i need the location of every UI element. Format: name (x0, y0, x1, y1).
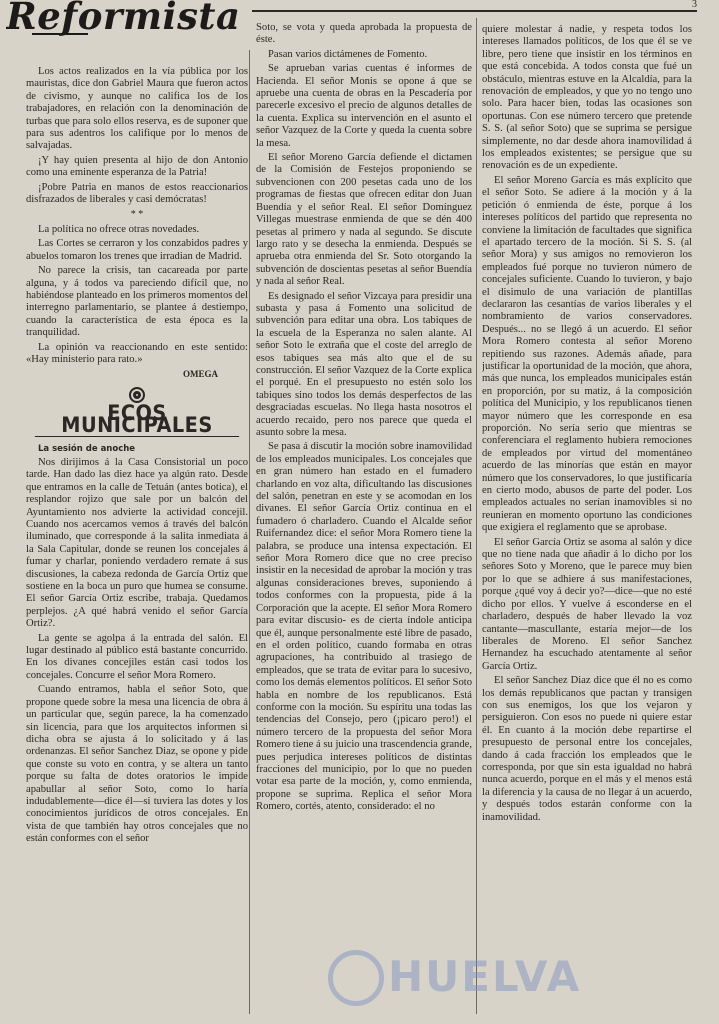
paragraph: ¡Pobre Patria en manos de estos reaccionarios disfrazados de liberales y casi demócratas! (26, 181, 248, 206)
paragraph: Cuando entramos, habla el señor Soto, que propone quede sobre la mesa una licencia de obra á un particular que, según parece, la ha comenzado sin licencia, para que los arquitectos informen si dicha obra se ajusta á lo solicitado y á las ordenanzas. El señor Sanchez Diaz, se opone y pide que conste su voto en contra, y se altera un tanto porque su falta de dotes oratorios le impide apabullar al señor Soto, como lo haría indudablemente—dice él—si tuviera las dotes y los conocimientos jurídicos de otros concejales. En vista de que también hay otros concejales que no están conformes con el señor (26, 684, 248, 845)
paragraph: Es designado el señor Vizcaya para presidir una subasta y pasa á Fomento una solicitud de subvención para editar una obra. Los tabiques de la escuela de la Esperanza no salen alante. Al señor Soto le extraña que el coste del arreglo de esos tabiques sea más alto que el de su construcción. El señor Vazquez de la Corte explica el porqué. En el presupuesto no estén solo los tabiques sino todos los demás desperfectos de las desgraciadas escuelas. No llega hasta nosotros el acuerdo recaido, pero nos parece que queda el asunto sobre la mesa. (256, 290, 472, 438)
paragraph: La opinión va reaccionando en este sentido: «Hay ministerio para rato.» (26, 341, 248, 365)
paragraph: El señor Moreno García defiende el dictamen de la Comisión de Festejos proponiendo se subvencionen con 200 pesetas cada uno de los programas de fiestas que ofrecen editar don Juan Buendía y el señor Real. El señor Domínguez Villegas muestrase enmienda de que se dén 400 pesetas al primero y nada al segundo. Se discute largo rato y se desecha la enmienda. Después se aprueba otra enmienda del Sr. Soto otorgando la subvención de doscientas pesetas al señor Buendía y nada al señor Real. (256, 152, 472, 288)
column-3 (482, 24, 692, 1024)
paragraph: Se aprueban varias cuentas é informes de Hacienda. El señor Monis se opone á que se apruebe una cuenta de obras en la Pescadería por parecerle excesivo el precio de algunos detalles de la cuenta. Explica su intervención en el asunto el señor Vazquez de la Corte y queda la cuenta sobre la mesa. (256, 63, 472, 149)
column-1 (26, 66, 248, 1024)
paragraph: Se pasa á discutir la moción sobre inamovilidad de los empleados municipales. Los concejales que en gran número han estado en el fumadero charlando en voz alta, dificultando las discusiones del salón, penetran en este y se acomodan en los divanes. El señor García Ortiz continua en el fumadero ó charladero. Cuando el Alcalde señor Ruifernandez dice: el señor Mora Romero tiene la palabra, se produce una intensa expectación. El señor Mora Romero dice que no cree preciso insistir en la necesidad de aprobar la moción y tras algunas consideraciones breves, suponiendo á todos conformes con la propuesta, pide á la Corporación que la acepte. El señor Mora Romero para evitar discusio- es de cierta índole anticipa que él, aunque personalmente esté libre de pasado, en el orden político, cuando formaba en otras agrupaciones, ha contribuido al trasiego de empleados, que se trata de evitar para lo sucesivo, como los demás elementos políticos. El señor Soto habla en nombre de los republicanos. Está conforme con la moción. Su espíritu una todas las tendencias del Consejo, pero (¡picaro pero!) el número tercero de la propuesta del señor Mora Romero tiene á su juicio una trascendencia grande, pues perjudica intereses políticos de distintas fracciones del municipio, por lo que no pueden votar esa parte de la moción, y, como enmienda, propone se suprima. Replica el señor Mora Romero, cortés, atento, considerado: el no (256, 441, 472, 813)
paragraph: El señor Sanchez Diaz dice que él no es como los demás republicanos que pactan y transigen con sus enemigos, los que los vejaron y persiguieron. Con esos no puede ni quiere estar él. En cuanto á la moción debe repartirse el presupuesto de personal entre los concejales, dando á cada fracción los empleados que le corresponda, por que sin esta igualdad no habrá nunca acuerdo, porque en el más y el menos está la diferencia y la causa de no llegar á un acuerdo, y después todos estarán conforme con la inamovilidad. (482, 675, 692, 823)
watermark-text: HUELVA (388, 952, 582, 1001)
signature: OMEGA (183, 369, 218, 380)
column-2 (256, 22, 472, 1024)
paragraph: Pasan varios dictámenes de Fomento. (268, 48, 428, 60)
paragraph: La gente se agolpa á la entrada del salón. El lugar destinado al público está bastante concurrido. En los divanes concejiles están casi todos los concejales. Concurre el señor Mora Romero. (26, 632, 248, 681)
subheading: La sesión de anoche (38, 443, 136, 454)
column-divider (249, 50, 250, 1014)
masthead (6, 0, 248, 44)
section-separator: * * (130, 209, 144, 221)
paragraph: La política no ofrece otras novedades. (38, 223, 200, 235)
masthead-ornament (32, 33, 88, 44)
section-header (26, 387, 248, 437)
paragraph: Las Cortes se cerraron y los conzabidos padres y abuelos tomaron los trenes que irradian de Madrid. (26, 238, 248, 262)
section-title: ECOS MUNICIPALES (35, 407, 239, 437)
paragraph: El señor García Ortiz se asoma al salón y dice que no tiene nada que añadir á lo dicho por los señores Soto y Moreno, que le parece muy bien por lo que se adhiere á sus manifestaciones, porque ¿qué voy á decir yo?—dice—que no esté dicho por ellos. Y vuelve á esconderse en el charladero, después de haber llevado la voz cantante—mascullante, estaría mejor—de los liberales de Moreno. El señor Sanchez Hernandez ha escuchado atentamente al señor García Ortiz. (482, 536, 692, 672)
top-rule (252, 10, 697, 12)
paragraph: El señor Moreno García es más explícito que el señor Soto. Se adiere á la moción y á la petición ó enmienda de éste, porque á los intereses políticos del partido que representa no conviene la limitación de facultades que significa el apartado tercero de la moción. Si S. S. (al señor Mora) y sus amigos no removieron los empleados fué porque no tuvieron número de concejales suficiente. Cuando lo tuvieron, y bajo el disimulo de una variación de plantillas declararon las cesantías de varios liberales y el nombramiento de varios conservadores. Después... no se llegó á un acuerdo. El señor Mora Romero contesta al señor Moreno repitiendo sus razones. Además añade, para justificar la oportunidad de la moción, que ahora, más que nunca, los empleados municipales están en proporción, por su matiz, á la composición política del Municipio, y los republicanos tienen mayor número que les corresponde en esa proporción. No sería serio que mientras se conferenciara el reglamento hubiera remociones de empleados por virtud del momentáneo acuerdo de las minorías que están en mayor número que los conservadores, lo que justificaría en cierto modo, abusos de parte del poder. Los empleados actuales no serían inamovibles si no reunieran en momento oportuno las condiciones que exigiera el reglamento que se aprobase. (482, 174, 692, 534)
paragraph: ¡Y hay quien presenta al hijo de don Antonio como una eminente esperanza de la Patria! (26, 154, 248, 179)
paragraph: Soto, se vota y queda aprobada la propuesta de éste. (256, 22, 472, 46)
page-number: 3 (692, 0, 697, 10)
paragraph: Los actos realizados en la vía pública por los mauristas, dice don Gabriel Maura que fueron actos de civismo, y aunque no califica los de los trabajadores, en relación con la denominación de turbas que para solo ellos reserva, es de suponer que para sus adentros los califique por lo menos de salvajadas. (26, 66, 248, 152)
paragraph: Nos dirijimos á la Casa Consistorial un poco tarde. Han dado las diez hace ya algún rato. Desde que entramos en la calle de Tetuán (antes botica), el resplandor rojizo que sale por un balcón del Ayuntamiento nos advierte la actividad concejil. Cuando nos acercamos vemos á través del balcón iluminado, que corresponde á la salita inmediata á la Sala Capitular, donde se reunen los concejales á fumar y charlar, poniendo verdadero remate á sus discusiones, la cabeza redonda de García Ortiz que sostiene en la boca un puro que humea se consume. El señor García Ortiz escribe, trabaja. Quedamos perplejos. ¿A qué habrá venido el señor García Ortiz?. (26, 456, 248, 630)
paragraph: No parece la crisis, tan cacareada por parte alguna, y á todos va pareciendo difícil que, no habiéndose planteado en los primeros momentos del interregno parlamentario, se plantee á destiempo, cuando la característica de esta época es la tranquilidad. (26, 265, 248, 339)
column-divider (476, 18, 477, 1014)
paragraph: quiere molestar á nadie, y respeta todos los intereses llamados políticos, de los que él se ve libre, pero tiene que insistir en los términos en que está concebida. A todos consta que fué un obstáculo, mientras estuve en la Alcaldía, para la renovación de empleados, y que yo no tengo uno solo. Para hacer bien, todas las ocasiones son oportunas. Con ese número tercero que pretende S. S. (al señor Soto) que se suprima se persigue simplemente, no dar desde ahora inamovilidad á los empleados existentes; se persigue que su renovación es de un expediente. (482, 24, 692, 172)
masthead-title: Reformista (6, 0, 241, 38)
